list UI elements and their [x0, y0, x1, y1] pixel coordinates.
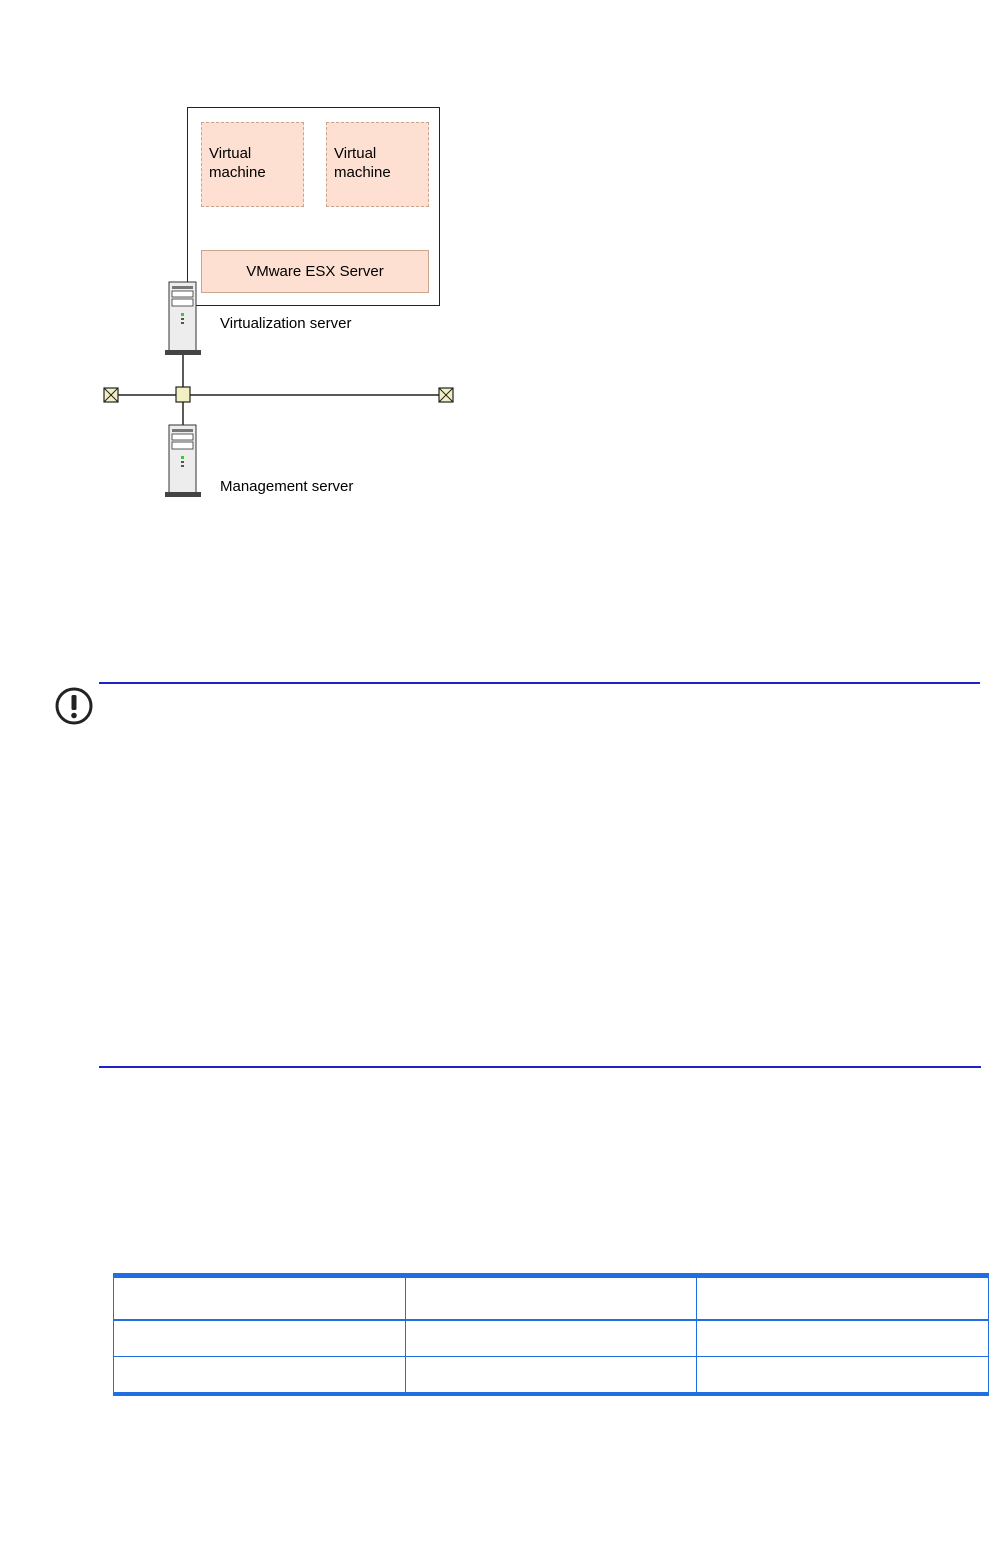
esx-server-label: VMware ESX Server [246, 263, 384, 280]
table-header-row [114, 1276, 989, 1321]
virtualization-server-icon [165, 282, 201, 355]
table-cell [405, 1320, 697, 1357]
table-cell [697, 1320, 989, 1357]
note-top-rule [99, 682, 980, 684]
table-cell [114, 1320, 406, 1357]
management-server-label: Management server [220, 478, 354, 495]
network-hub-icon [176, 387, 190, 402]
network-lines [0, 0, 998, 520]
data-table [113, 1273, 989, 1396]
table-header-cell [697, 1276, 989, 1321]
table-row [114, 1320, 989, 1357]
terminator-left-icon [104, 388, 118, 402]
table-header-cell [114, 1276, 406, 1321]
terminator-right-icon [439, 388, 453, 402]
table-cell [697, 1357, 989, 1395]
table-cell [405, 1357, 697, 1395]
exclamation-circle-icon [54, 686, 94, 726]
virtualization-server-label: Virtualization server [220, 315, 352, 332]
virtual-machine-label: Virtual machine [334, 145, 391, 181]
network-diagram [0, 0, 998, 520]
table-row [114, 1357, 989, 1395]
table-cell [114, 1357, 406, 1395]
table-header-cell [405, 1276, 697, 1321]
note-bottom-rule [99, 1066, 981, 1068]
management-server-icon [165, 425, 201, 497]
virtual-machine-label: Virtual machine [209, 145, 266, 181]
